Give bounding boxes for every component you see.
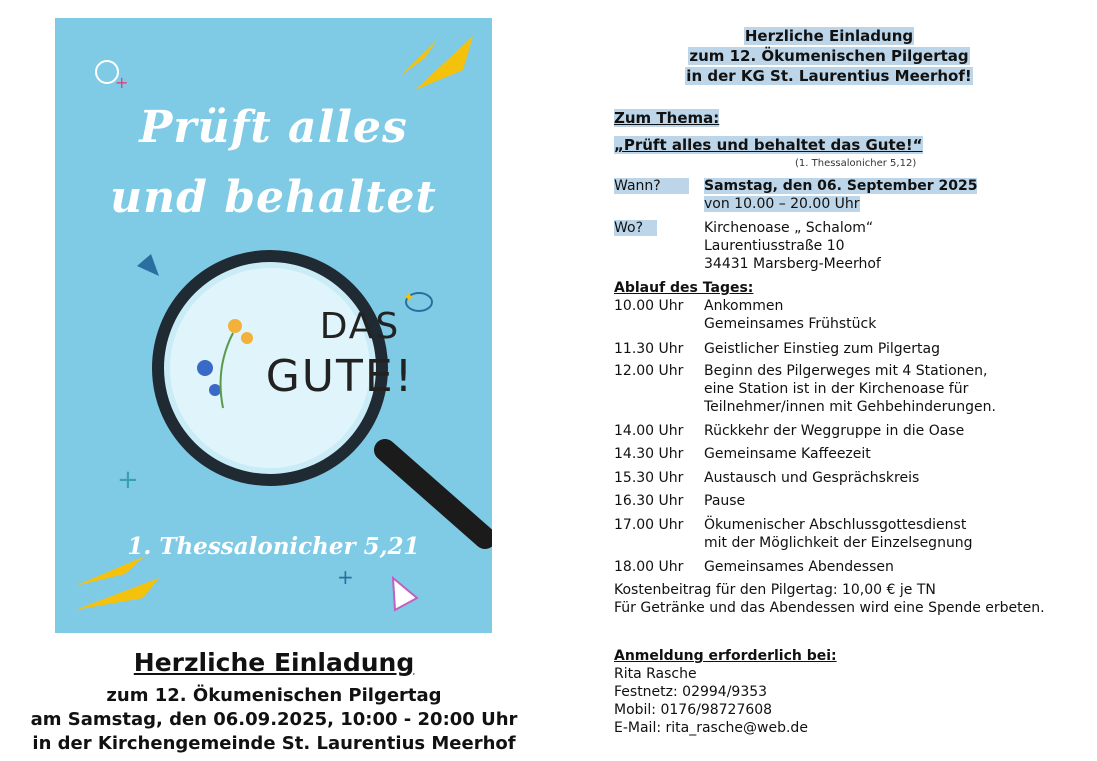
where-label: Wo? (614, 220, 657, 236)
invitation-header (614, 26, 1044, 86)
schedule-text: Austausch und Gesprächskreis (704, 470, 920, 486)
registration-name: Rita Rasche (614, 666, 697, 682)
schedule-text: Rückkehr der Weggruppe in die Oase (704, 423, 965, 439)
when-time: von 10.00 – 20.00 Uhr (704, 196, 860, 212)
schedule-text: Gemeinsames Frühstück (704, 316, 877, 332)
poster-verse: 1. Thessalonicher 5,21 (127, 533, 420, 560)
when-label: Wann? (614, 178, 689, 194)
costs-line2: Für Getränke und das Abendessen wird eine Spende erbeten. (614, 600, 1045, 616)
schedule-time: 12.00 Uhr (614, 363, 684, 379)
schedule-text: Ankommen (704, 298, 784, 314)
invitation-line1: Herzliche Einladung (744, 27, 914, 45)
schedule-time: 14.30 Uhr (614, 446, 684, 462)
when-time-wrap (704, 195, 860, 213)
registration-phone: Festnetz: 02994/9353 (614, 684, 768, 700)
registration-heading: Anmeldung erforderlich bei: (614, 648, 837, 664)
schedule-heading: Ablauf des Tages: (614, 280, 754, 296)
caption-line1: zum 12. Ökumenischen Pilgertag (106, 685, 442, 706)
schedule-text: Beginn des Pilgerweges mit 4 Stationen, (704, 363, 988, 379)
schedule-time: 11.30 Uhr (614, 341, 684, 357)
schedule-time: 17.00 Uhr (614, 517, 684, 533)
registration-email[interactable]: E-Mail: rita_rasche@web.de (614, 720, 808, 736)
magnifier-text (240, 306, 440, 402)
plus-blue-icon: + (337, 565, 354, 589)
caption-line3: in der Kirchengemeinde St. Laurentius Meerhof (32, 733, 516, 754)
triangle-yellow-icon (400, 40, 437, 76)
schedule-time: 14.00 Uhr (614, 423, 684, 439)
when-date: Samstag, den 06. September 2025 (704, 178, 978, 194)
invitation-line2: zum 12. Ökumenischen Pilgertag (689, 47, 969, 65)
where-line1: Kirchenoase „ Schalom“ (704, 220, 874, 236)
triangle-blue-icon (137, 254, 159, 276)
registration-mobile: Mobil: 0176/98727608 (614, 702, 773, 718)
poster-image (55, 18, 492, 633)
schedule-text: eine Station ist in der Kirchenoase für (704, 381, 969, 397)
where-line3: 34431 Marsberg-Meerhof (704, 256, 881, 272)
when-label-wrap (614, 177, 689, 195)
schedule-text: Geistlicher Einstieg zum Pilgertag (704, 341, 940, 357)
schedule-text: Gemeinsames Abendessen (704, 559, 894, 575)
schedule-time: 16.30 Uhr (614, 493, 684, 509)
schedule-time: 15.30 Uhr (614, 470, 684, 486)
where-label-wrap (614, 219, 657, 237)
schedule-text: Pause (704, 493, 746, 509)
magnifier-handle (385, 450, 485, 538)
triangle-white-icon (393, 578, 417, 610)
schedule-text: Ökumenischer Abschlussgottesdienst (704, 517, 967, 533)
schedule-time: 10.00 Uhr (614, 298, 684, 314)
magnifier-word-das: DAS (319, 306, 401, 347)
poster-title-line1: Prüft alles (139, 102, 408, 153)
theme-quote: „Prüft alles und behaltet das Gute!“ (614, 136, 923, 154)
caption-line2: am Samstag, den 06.09.2025, 10:00 - 20:00 Uhr (30, 709, 518, 730)
caption-heading: Herzliche Einladung (133, 648, 415, 677)
schedule-text: Gemeinsame Kaffeezeit (704, 446, 871, 462)
costs-line1: Kostenbeitrag für den Pilgertag: 10,00 € je TN (614, 582, 936, 598)
when-date-wrap (704, 177, 977, 195)
plus-pink-icon: + (115, 73, 129, 92)
schedule-text: Teilnehmer/innen mit Gehbehinderungen. (704, 399, 996, 415)
plus-teal-icon: + (117, 465, 139, 495)
theme-reference: (1. Thessalonicher 5,12) (795, 158, 917, 169)
where-line2: Laurentiusstraße 10 (704, 238, 845, 254)
schedule-text: mit der Möglichkeit der Einzelsegnung (704, 535, 973, 551)
invitation-line3: in der KG St. Laurentius Meerhof! (686, 67, 972, 85)
triangle-yellow-icon-2 (415, 36, 473, 90)
theme-label: Zum Thema: (614, 109, 720, 127)
triangle-yellow-icon-3 (75, 556, 145, 586)
poster-title-line2: und behaltet (110, 172, 437, 223)
schedule-time: 18.00 Uhr (614, 559, 684, 575)
magnifier-word-gute: GUTE! (265, 351, 415, 402)
star-icon: ✦ (403, 290, 415, 306)
